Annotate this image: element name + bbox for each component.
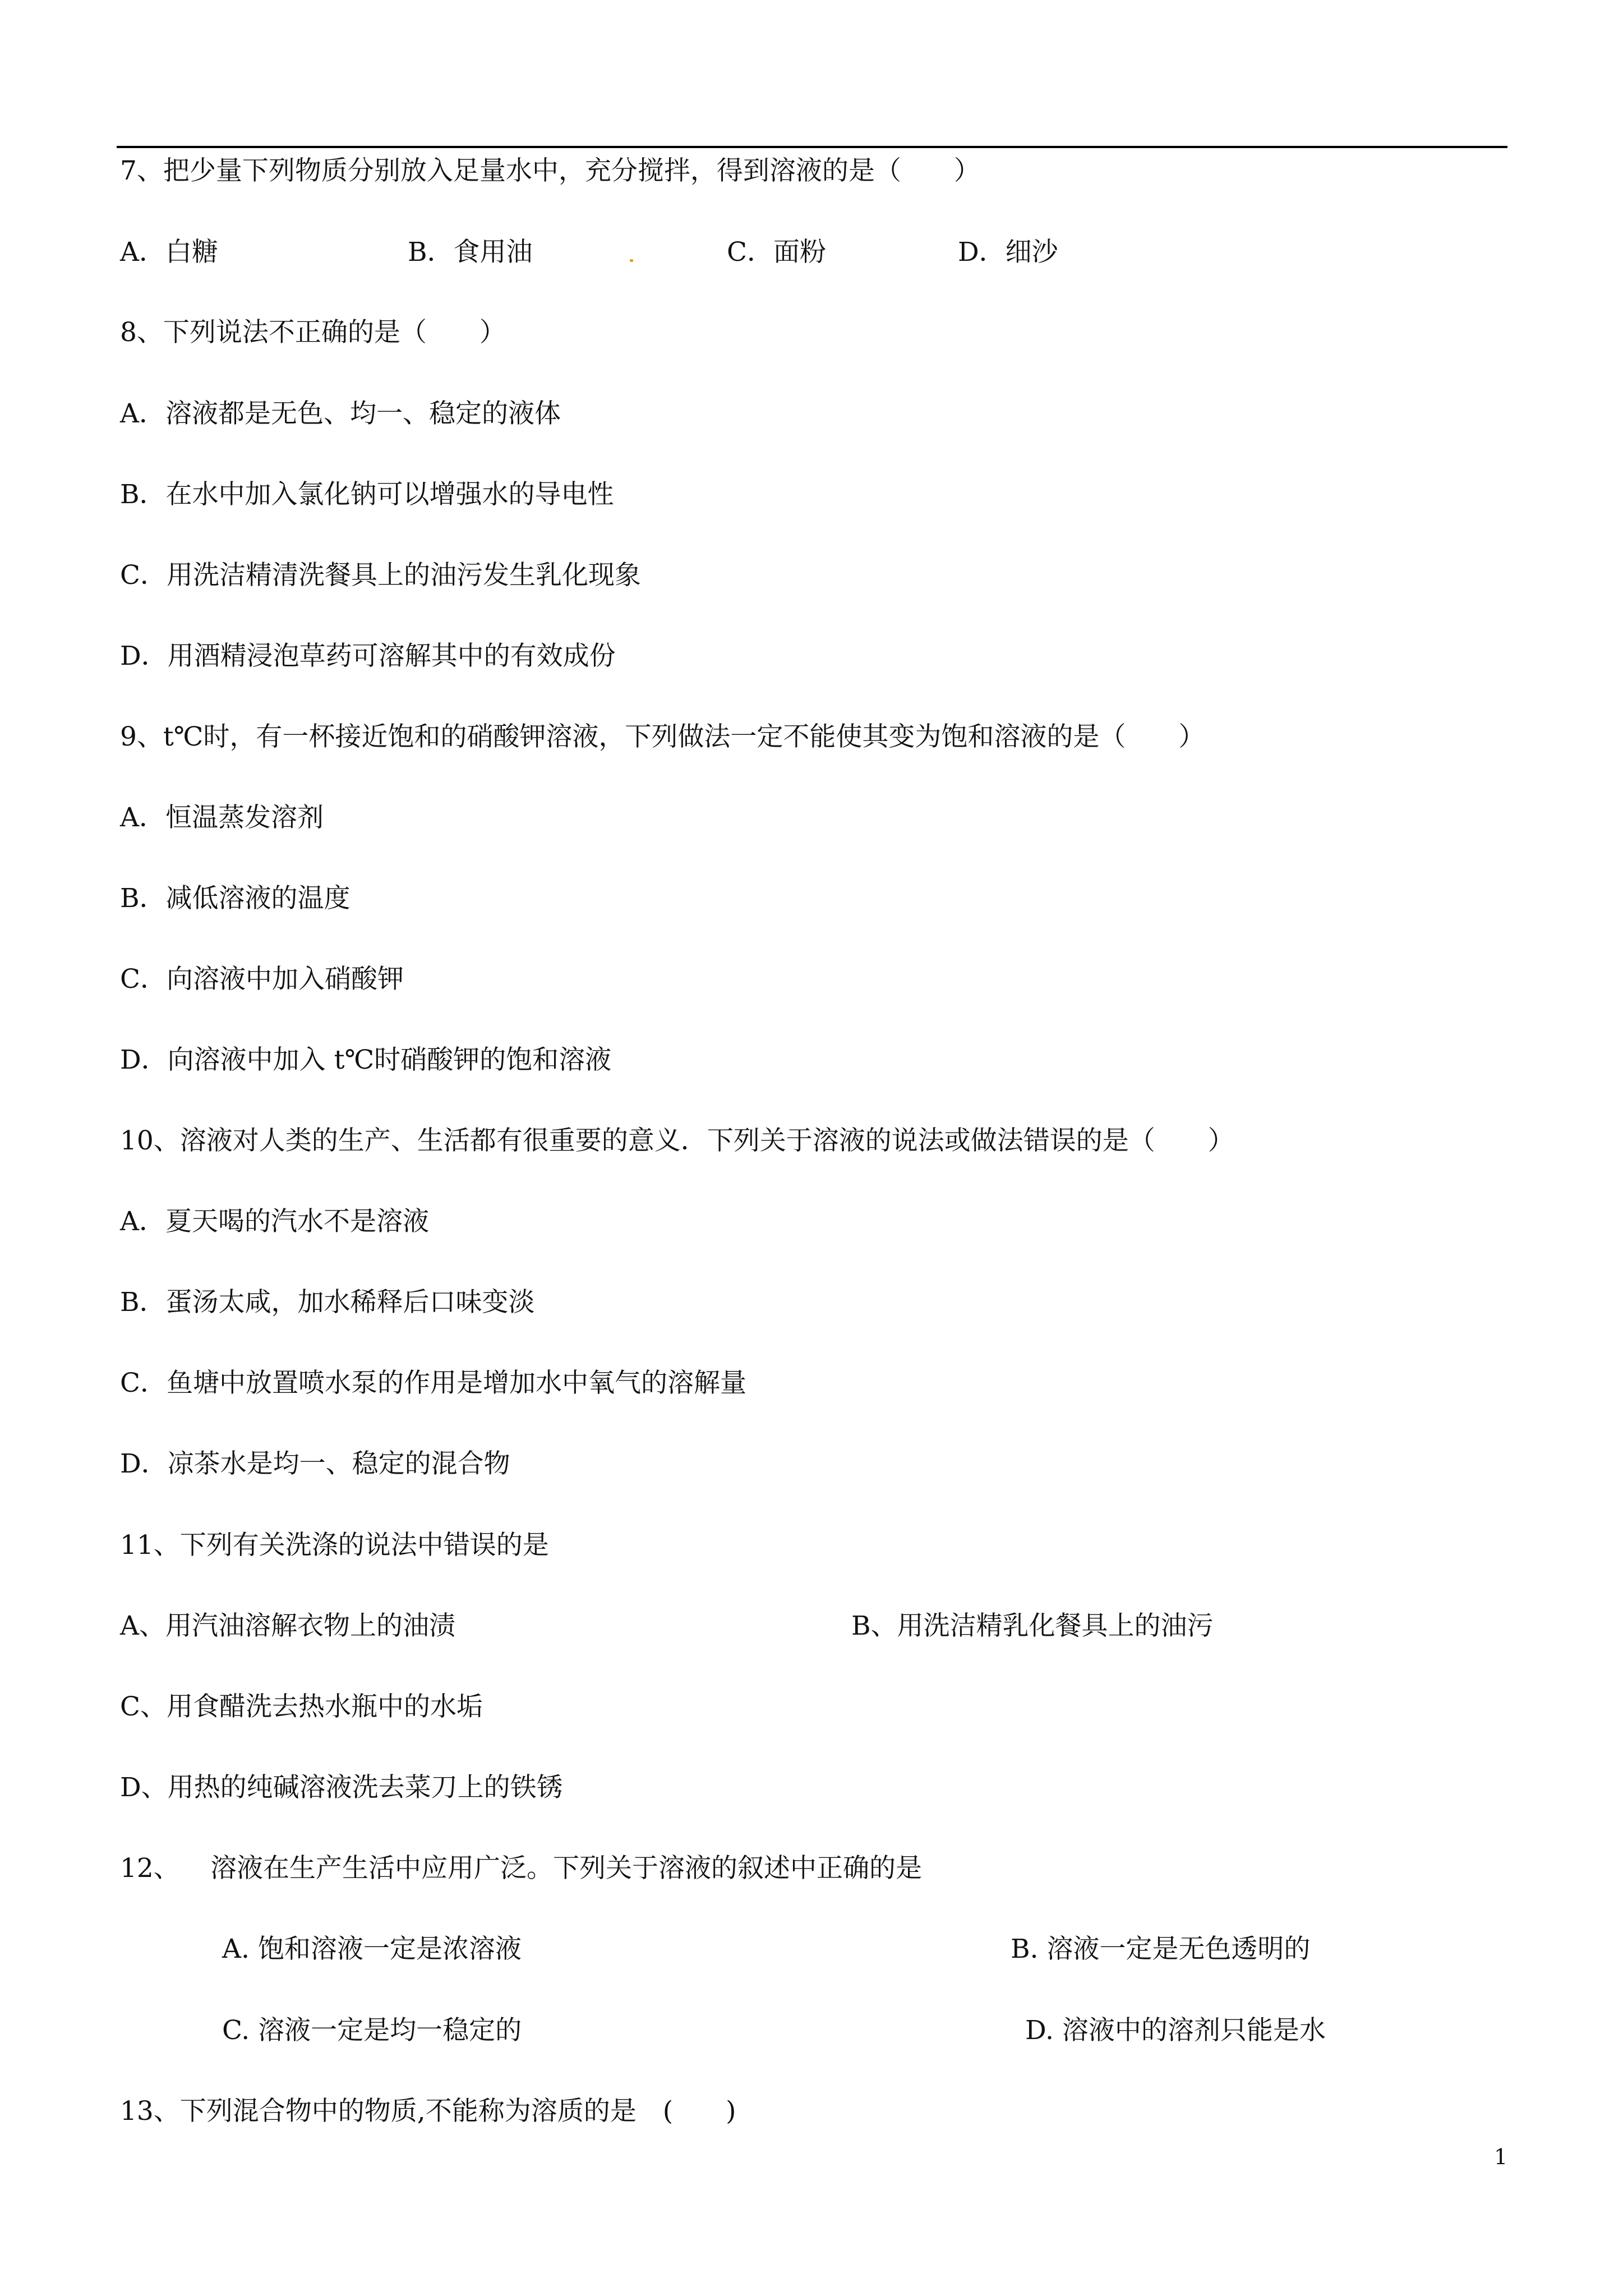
q10-option-c: C．鱼塘中放置喷水泵的作用是增加水中氧气的溶解量 — [120, 1368, 746, 1398]
q12-option-c: C. 溶液一定是均一稳定的 — [222, 2015, 522, 2046]
q11-option-d: D、用热的纯碱溶液洗去菜刀上的铁锈 — [120, 1772, 563, 1803]
speck-mark — [630, 259, 633, 262]
q12-option-d: D. 溶液中的溶剂只能是水 — [1025, 2015, 1326, 2046]
q7-option-b: B．食用油 — [408, 237, 533, 268]
q9-option-c: C．向溶液中加入硝酸钾 — [120, 964, 404, 995]
q10-option-a: A．夏天喝的汽水不是溶液 — [120, 1206, 429, 1237]
page-number: 1 — [1494, 2145, 1508, 2169]
q8-option-b: B．在水中加入氯化钠可以增强水的导电性 — [120, 479, 614, 510]
q8-option-a: A．溶液都是无色、均一、稳定的液体 — [120, 398, 561, 429]
q8-option-d: D．用酒精浸泡草药可溶解其中的有效成份 — [120, 641, 616, 671]
q7-option-a: A．白糖 — [120, 237, 218, 268]
q8-stem: 8、下列说法不正确的是（ ） — [120, 317, 506, 348]
header-rule — [117, 146, 1507, 148]
q12-stem: 溶液在生产生活中应用广泛。下列关于溶液的叙述中正确的是 — [210, 1853, 922, 1884]
q11-option-b: B、用洗洁精乳化餐具上的油污 — [851, 1611, 1214, 1641]
q10-option-d: D．凉茶水是均一、稳定的混合物 — [120, 1448, 510, 1479]
q9-option-a: A．恒温蒸发溶剂 — [120, 802, 324, 833]
q10-stem: 10、溶液对人类的生产、生活都有很重要的意义．下列关于溶液的说法或做法错误的是（ ） — [120, 1125, 1234, 1156]
q9-stem: 9、t℃时，有一杯接近饱和的硝酸钾溶液，下列做法一定不能使其变为饱和溶液的是（ ） — [120, 721, 1205, 752]
q10-option-b: B．蛋汤太咸，加水稀释后口味变淡 — [120, 1287, 535, 1318]
q9-option-b: B．减低溶液的温度 — [120, 883, 351, 914]
q11-stem: 11、下列有关洗涤的说法中错误的是 — [120, 1530, 549, 1561]
q12-option-a: A. 饱和溶液一定是浓溶液 — [222, 1934, 522, 1964]
q8-option-c: C．用洗洁精清洗餐具上的油污发生乳化现象 — [120, 560, 641, 591]
q9-option-d: D．向溶液中加入 t℃时硝酸钾的饱和溶液 — [120, 1045, 612, 1075]
q7-stem: 7、把少量下列物质分别放入足量水中，充分搅拌，得到溶液的是（ ） — [120, 155, 980, 186]
q11-option-c: C、用食醋洗去热水瓶中的水垢 — [120, 1691, 483, 1722]
q12-number: 12、 — [120, 1853, 180, 1884]
q7-option-c: C．面粉 — [727, 237, 826, 268]
q13-stem: 13、下列混合物中的物质,不能称为溶质的是 ( ) — [120, 2096, 736, 2127]
q12-option-b: B. 溶液一定是无色透明的 — [1011, 1934, 1311, 1964]
q11-option-a: A、用汽油溶解衣物上的油渍 — [120, 1611, 455, 1641]
q7-option-d: D．细沙 — [958, 237, 1058, 268]
